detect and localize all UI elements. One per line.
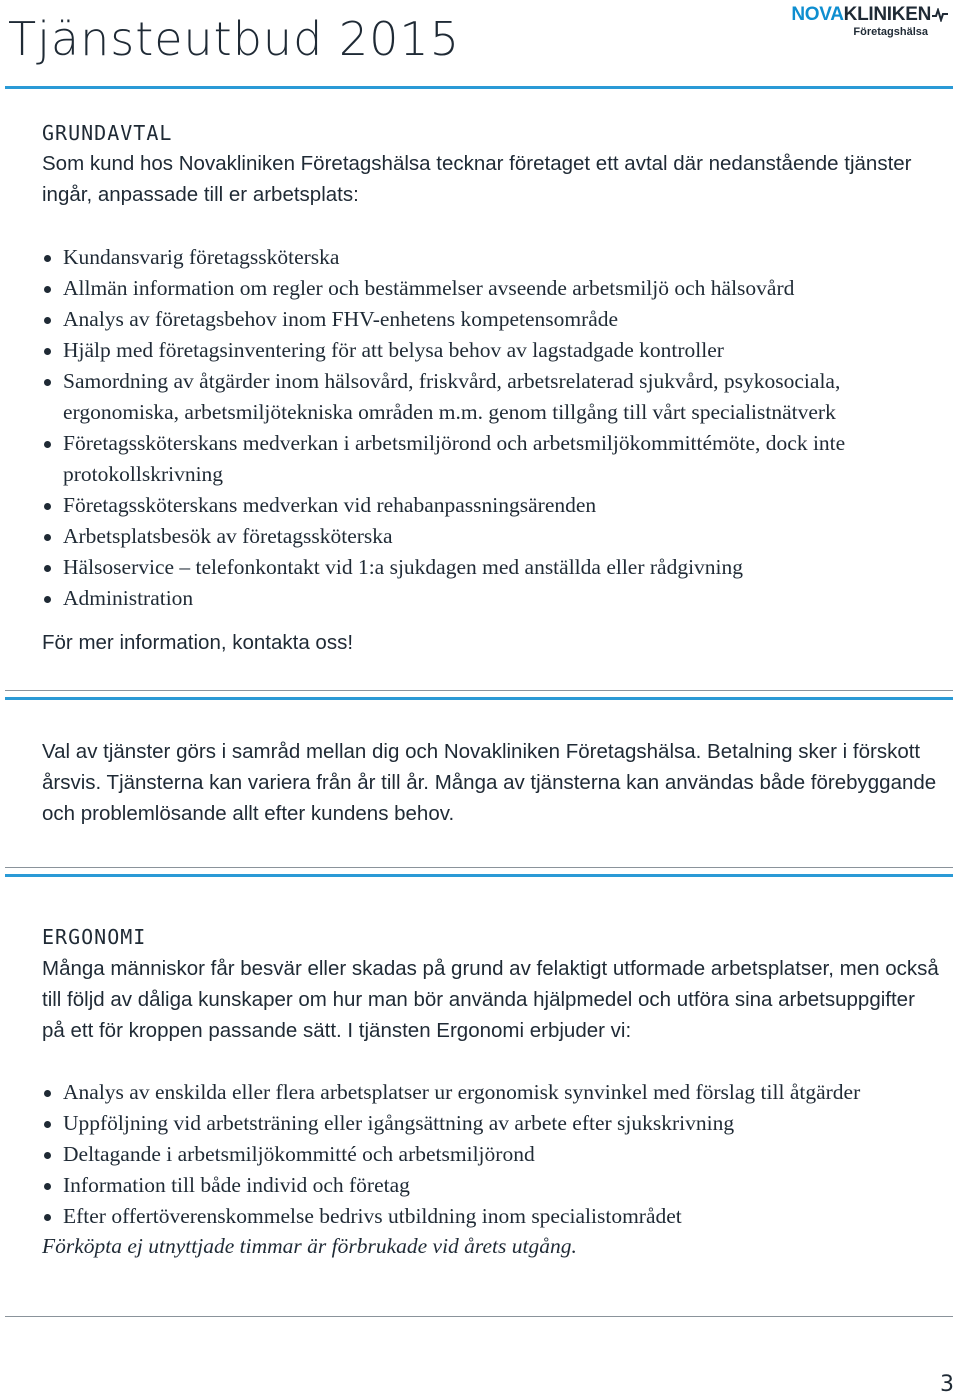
- list-item: Arbetsplatsbesök av företagssköterska: [42, 521, 954, 552]
- list-item: Kundansvarig företagssköterska: [42, 242, 954, 273]
- section-divider: [5, 874, 953, 877]
- list-item: Analys av enskilda eller flera arbetsplatser ur ergonomisk synvinkel med förslag till åtgärder: [42, 1077, 954, 1108]
- grundavtal-intro: [42, 148, 942, 210]
- list-item: Hjälp med företagsinventering för att belysa behov av lagstadgade kontroller: [42, 335, 954, 366]
- list-item: Företagssköterskans medverkan i arbetsmiljörond och arbetsmiljökommittémöte, dock inte protokollskrivning: [42, 428, 954, 490]
- footer-divider: [5, 1316, 953, 1317]
- list-item: Analys av företagsbehov inom FHV-enhetens kompetensområde: [42, 304, 954, 335]
- grundavtal-heading: GRUNDAVTAL: [42, 121, 173, 145]
- grundavtal-intro-text: Som kund hos Novakliniken Företagshälsa tecknar företaget ett avtal där nedanstående tjänster ingår, anpassade till er arbetsplats:: [42, 152, 912, 206]
- section-divider: [5, 697, 953, 700]
- val-text: Val av tjänster görs i samråd mellan dig och Novakliniken Företagshälsa. Betalning sker i förskott årsvis. Tjänsterna kan variera från år till år. Många av tjänsterna kan användas både förebyggande och problemlösande allt efter kundens behov.: [42, 740, 937, 825]
- list-item: Allmän information om regler och bestämmelser avseende arbetsmiljö och hälsovård: [42, 273, 954, 304]
- ergonomi-intro-text: Många människor får besvär eller skadas på grund av felaktigt utformade arbetsplatser, men också till följd av dåliga kunskaper om hur man bör använda hjälpmedel och utföra sina arbetsuppgifter på ett för kroppen passande sätt. I tjänsten Ergonomi erbjuder vi:: [42, 957, 939, 1042]
- heartbeat-icon: [932, 8, 948, 22]
- disclaimer-text: Förköpta ej utnyttjade timmar är förbrukade vid årets utgång.: [42, 1234, 577, 1258]
- ergonomi-list: [42, 1077, 954, 1232]
- list-item: Deltagande i arbetsmiljökommitté och arbetsmiljörond: [42, 1139, 954, 1170]
- logo-nova-text: NOVA: [791, 4, 844, 25]
- novakliniken-logo: [791, 4, 948, 38]
- contact-text: För mer information, kontakta oss!: [42, 631, 354, 654]
- page-title: Tjänsteutbud 2015: [8, 12, 460, 66]
- list-item: Hälsoservice – telefonkontakt vid 1:a sjukdagen med anställda eller rådgivning: [42, 552, 954, 583]
- grundavtal-list: [42, 242, 954, 614]
- list-item: Information till både individ och företag: [42, 1170, 954, 1201]
- logo-kliniken-text: KLINIKEN: [843, 4, 931, 25]
- header-divider: [5, 86, 953, 89]
- list-item: Uppföljning vid arbetsträning eller igångsättning av arbete efter sjukskrivning: [42, 1108, 954, 1139]
- logo-subtitle: Företagshälsa: [853, 26, 928, 38]
- list-item: Företagssköterskans medverkan vid rehabanpassningsärenden: [42, 490, 954, 521]
- list-item: Administration: [42, 583, 954, 614]
- list-item: Efter offertöverenskommelse bedrivs utbildning inom specialistområdet: [42, 1201, 954, 1232]
- ergonomi-heading: ERGONOMI: [42, 925, 147, 949]
- ergonomi-intro: [42, 953, 942, 1046]
- list-item: Samordning av åtgärder inom hälsovård, friskvård, arbetsrelaterad sjukvård, psykosociala, ergonomiska, arbetsmiljötekniska områden m.m. genom tillgång till vårt specialistnätverk: [42, 366, 954, 428]
- page-number: 3: [940, 1372, 954, 1397]
